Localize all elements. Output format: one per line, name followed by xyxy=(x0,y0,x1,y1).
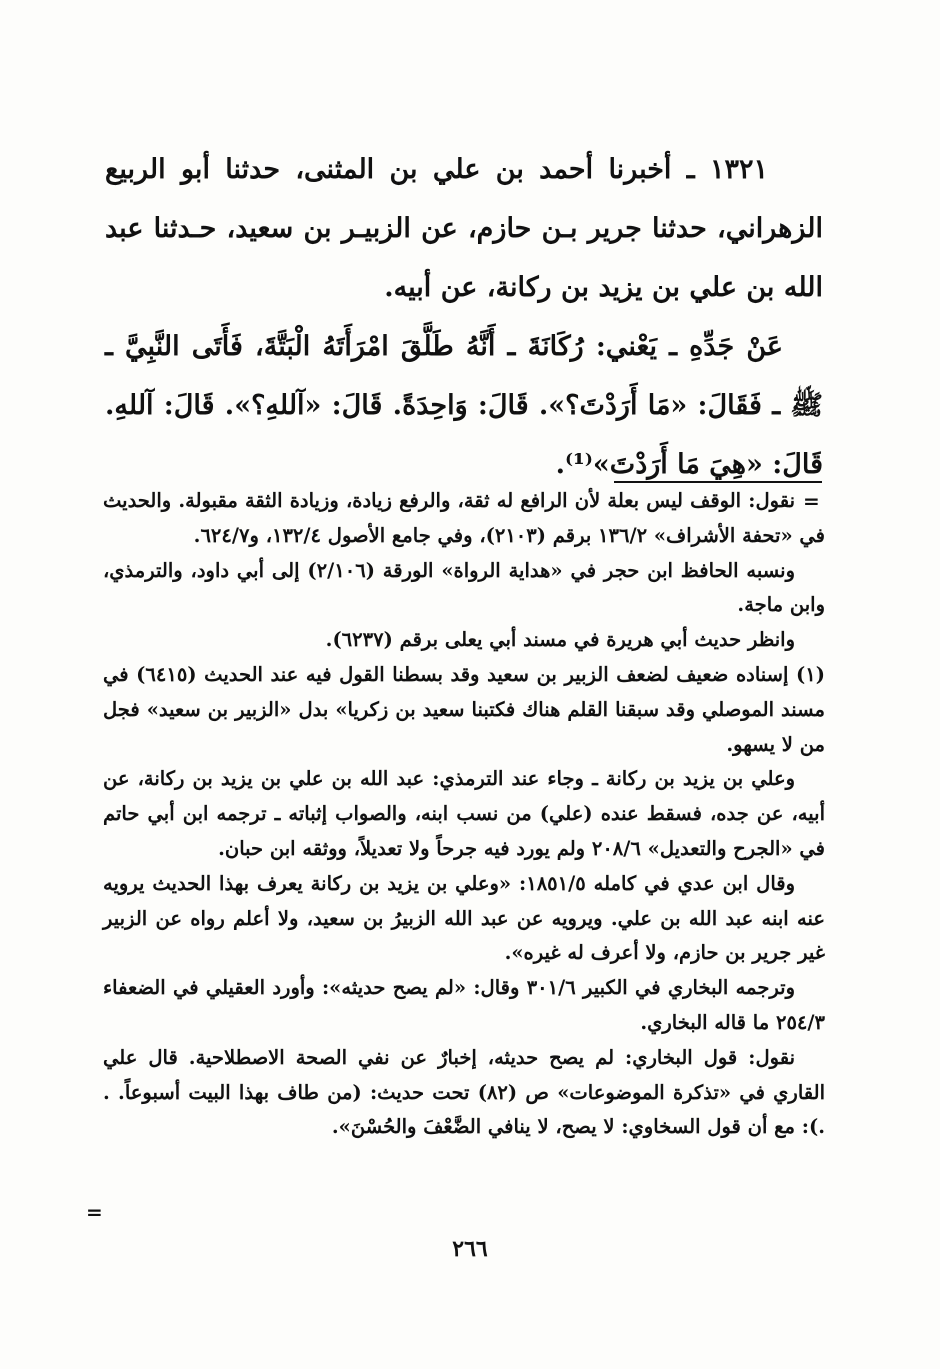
footnote-paragraph: وعلي بن يزيد بن ركانة ـ وجاء عند الترمذي: عبد الله بن علي بن يزيد بن ركانة، عن أبيه، عن جده، فسقط عنده (علي) من نسب ابنه، والصواب إثباته ـ ترجمه ابن أبي حاتم في «الجرح والتعديل» ٢٠٨/٦ ولم يورد فيه جرحاً ولا تعديلاً، ووثقه ابن حبان. xyxy=(103,767,825,860)
footnote-paragraph: نقول: الوقف ليس بعلة لأن الرافع له ثقة، والرفع زيادة، وزيادة الثقة مقبولة. والحديث في «تحفة الأشراف» ١٣٦/٢ برقم (٢١٠٣)، وفي جامع الأصول ١٣٢/٤، و٦٢٤/٧. xyxy=(103,489,825,547)
continuation-mark-top: = xyxy=(803,489,820,513)
footnote-paragraph: وقال ابن عدي في كامله ١٨٥١/٥: «وعلي بن يزيد بن ركانة يعرف بهذا الحديث يرويه عنه ابنه عبد الله بن علي. ويرويه عن عبد الله الزبيرُ بن سعيد، ولا أعلم رواه عن الزبير غير جرير بن حازم، ولا أعرف له غيره». xyxy=(103,871,825,965)
footnote-separator xyxy=(614,481,822,483)
footnote-1: (١) إسناده ضعيف لضعف الزبير بن سعيد وقد بسطنا القول فيه عند الحديث (٦٤١٥) في مسند الموصلي وقد سبقنا القلم هناك فكتبنا سعيد بن زكريا» بدل «الزبير بن سعيد» فجل من لا يسهو. xyxy=(103,662,825,756)
matn-paragraph: عَنْ جَدِّهِ ـ يَعْني: رُكَانَةَ ـ أَنَّهُ طَلَّقَ امْرَأَتَهُ الْبَتَّةَ، فَأَتَى النَّبِيَّ ـ ﷺ ـ فَقَالَ: «مَا أَرَدْتَ؟». قَالَ: وَاحِدَةً. قَالَ: «آللهِ؟». قَالَ: آللهِ. قَالَ: «هِيَ مَا أَرَدْتَ»⁽¹⁾. xyxy=(105,331,823,480)
main-text xyxy=(105,140,823,494)
footnote-paragraph: وترجمه البخاري في الكبير ٣٠١/٦ وقال: «لم يصح حديثه»: وأورد العقيلي في الضعفاء ٢٥٤/٣ ما قاله البخاري. xyxy=(103,976,825,1034)
continuation-mark-bottom: = xyxy=(86,1200,103,1224)
footnote-paragraph: وانظر حديث أبي هريرة في مسند أبي يعلى برقم (٦٢٣٧). xyxy=(325,628,795,652)
footnote-paragraph: ونسبه الحافظ ابن حجر في «هداية الرواة» الورقة (٢/١٠٦) إلى أبي داود، والترمذي، وابن ماجة. xyxy=(103,558,825,617)
page-number: ٢٦٦ xyxy=(452,1236,488,1262)
footnotes xyxy=(103,484,825,1145)
isnad-paragraph: ١٣٢١ ـ أخبرنا أحمد بن علي بن المثنى، حدثنا أبو الربيع الزهراني، حدثنا جرير بـن حازم، عن الزبيـر بن سعيد، حـدثنا عبد الله بن علي بن يزيد بن ركانة، عن أبيه. xyxy=(105,154,823,303)
footnote-paragraph: نقول: قول البخاري: لم يصح حديثه، إخبارٌ عن نفي الصحة الاصطلاحية. قال علي القاري في «تذكرة الموضوعات» ص (٨٢) تحت حديث: (من طاف بهذا البيت أسبوعاً. . .): مع أن قول السخاوي: لا يصح، لا ينافي الضَّعْفَ والحُسْنَ». xyxy=(103,1045,826,1139)
